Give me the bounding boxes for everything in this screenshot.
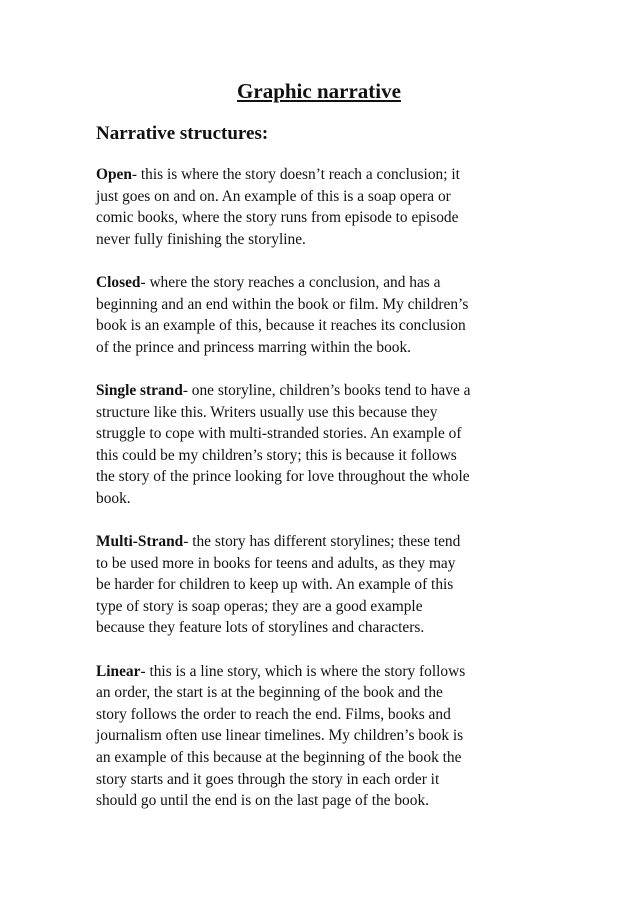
paragraph-linear [96, 661, 548, 812]
paragraph-linear-text: - this is a line story, which is where the story follows an order, the start is at the beginning of the book and the story follows the order to reach the end. Films, books and journalism often use linear timelines. My children’s book is an example of this because at the beginning of the book the story starts and it goes through the story in each order it should go until the end is on the last page of the book. [96, 662, 466, 810]
term-linear: Linear [96, 662, 141, 680]
page-title: Graphic narrative [237, 79, 401, 103]
paragraph-single-strand-text: - one storyline, children’s books tend to have a structure like this. Writers usually use this because they struggle to cope with multi-stranded stories. An example of this could be my children’s story; this is because it follows the story of the prince looking for love throughout the whole book. [96, 381, 471, 507]
paragraph-closed-text: - where the story reaches a conclusion, and has a beginning and an end within the book or film. My children’s book is an example of this, because it reaches its conclusion of the prince and princess marring within the book. [96, 273, 469, 356]
term-multi-strand: Multi-Strand [96, 533, 184, 551]
paragraph-multi-strand-text: - the story has different storylines; these tend to be used more in books for teens and adults, as they may be harder for children to keep up with. An example of this type of story is soap operas; they are a good example because they feature lots of storylines and characters. [96, 533, 461, 637]
paragraph-open-text: - this is where the story doesn’t reach a conclusion; it just goes on and on. An example of this is a soap opera or comic books, where the story runs from episode to episode never fully finishing the storyline. [96, 166, 460, 248]
paragraph-multi-strand [96, 531, 548, 639]
term-single-strand: Single strand [96, 381, 183, 399]
document-body [96, 164, 548, 833]
term-closed: Closed [96, 273, 141, 291]
paragraph-open [96, 164, 548, 250]
term-open: Open [96, 166, 132, 183]
paragraph-single-strand [96, 380, 548, 510]
paragraph-closed [96, 272, 548, 358]
section-heading: Narrative structures: [96, 123, 269, 144]
